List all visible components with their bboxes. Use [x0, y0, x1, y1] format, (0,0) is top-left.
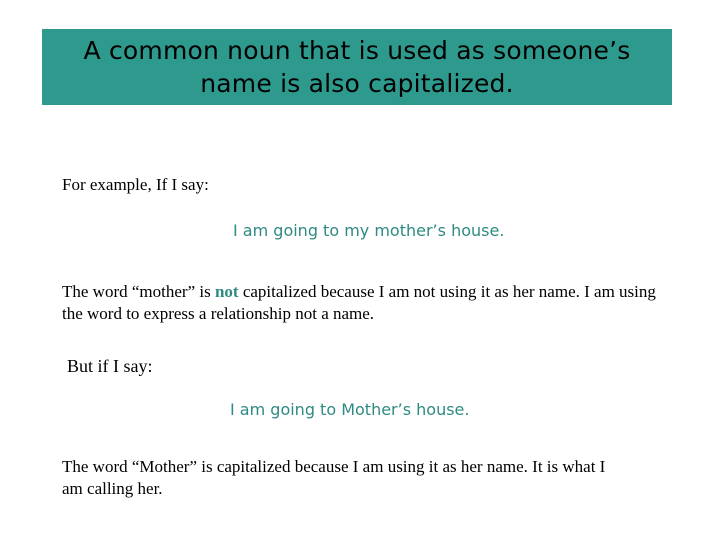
emphasis-not: not: [214, 282, 239, 301]
explanation-paragraph-2: The word “Mother” is capitalized because I am using it as her name. It is what I am calling her.: [62, 457, 606, 498]
example-sentence-lowercase: I am going to my mother’s house.: [233, 221, 505, 240]
explanation-paragraph-1: [62, 281, 662, 325]
explanation-1-start: The word “mother” is: [62, 282, 215, 301]
title-banner: [42, 29, 672, 105]
but-intro-text: But if I say:: [67, 356, 153, 376]
example-intro-text: For example, If I say:: [62, 175, 209, 194]
slide-title: A common noun that is used as someone’s name is also capitalized.: [83, 36, 631, 98]
explanation-1-end: capitalized because I am not using it as her name. I am using the word to express a relationship not a name.: [62, 282, 656, 323]
example-sentence-capitalized: I am going to Mother’s house.: [230, 400, 470, 419]
